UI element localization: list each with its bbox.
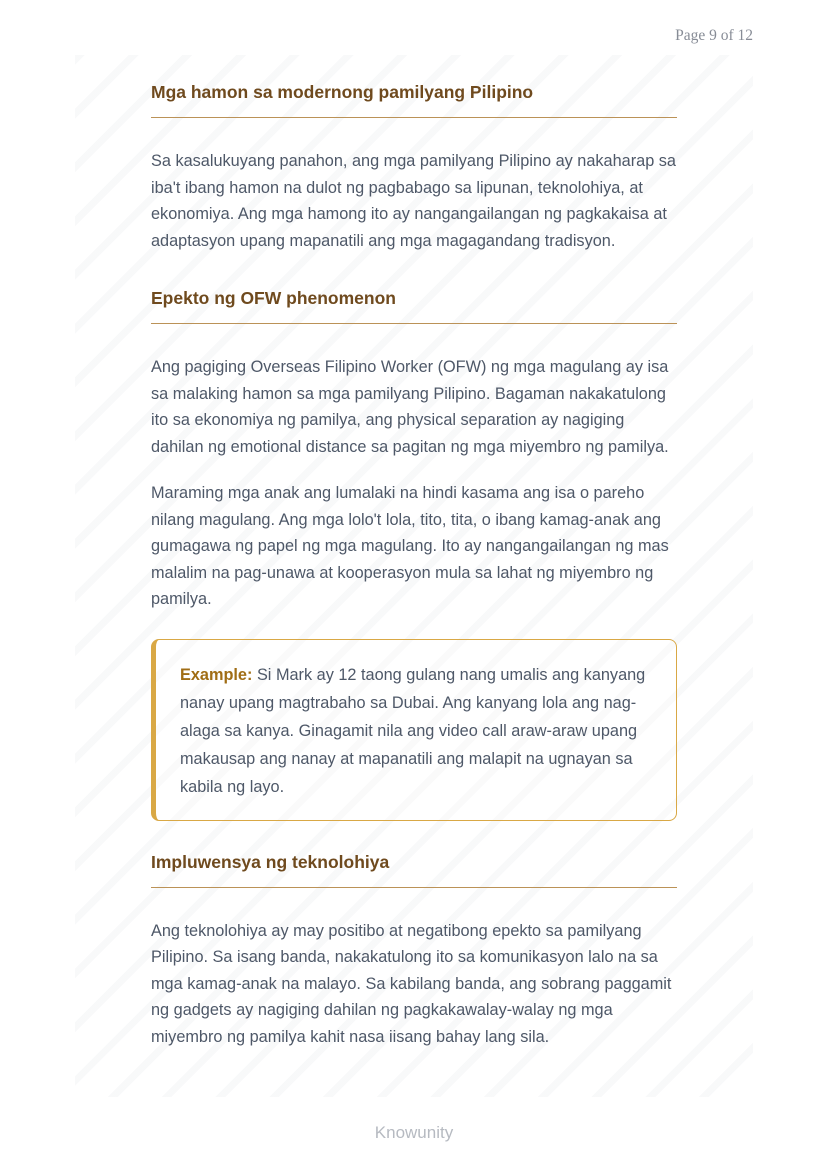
paragraph-teknolohiya: Ang teknolohiya ay may positibo at negatibong epekto sa pamilyang Pilipino. Sa isang banda, nakakatulong ito sa komunikasyon lalo na sa mga kamag-anak na malayo. Sa kabilang banda, ang sobrang paggamit ng gadgets ay nagiging dahilan ng pagkakawalay-walay ng mga miyembro ng pamilya kahit nasa iisang bahay lang sila. — [151, 921, 672, 1046]
example-label: Example: — [180, 665, 253, 684]
section-heading-teknolohiya: Impluwensya ng teknolohiya — [151, 852, 677, 888]
section-heading-challenges: Mga hamon sa modernong pamilyang Pilipino — [151, 82, 677, 118]
example-callout-box — [151, 639, 677, 821]
example-text: Si Mark ay 12 taong gulang nang umalis ang kanyang nanay upang magtrabaho sa Dubai. Ang kanyang lola ang nag-alaga sa kanya. Ginagamit nila ang video call araw-araw upang makausap ang nanay at mapanatili ang malapit na ugnayan sa kabila ng layo. — [180, 665, 646, 796]
paragraph-intro: Sa kasalukuyang panahon, ang mga pamilyang Pilipino ay nakaharap sa iba't ibang hamon na dulot ng pagbabago sa lipunan, teknolohiya, at ekonomiya. Ang mga hamong ito ay nangangailangan ng pagkakaisa at adaptasyon upang mapanatili ang mga magagandang tradisyon. — [151, 152, 676, 250]
section-heading-ofw: Epekto ng OFW phenomenon — [151, 288, 677, 324]
page-number: Page 9 of 12 — [675, 27, 753, 44]
paragraph-ofw-2: Maraming mga anak ang lumalaki na hindi kasama ang isa o pareho nilang magulang. Ang mga lolo't lola, tito, tita, o ibang kamag-anak ang gumagawa ng papel ng mga magulang. Ito ay nangangailangan ng mas malalim na pag-unawa at kooperasyon mula sa lahat ng miyembro ng pamilya. — [151, 484, 669, 608]
footer-brand: Knowunity — [374, 1123, 454, 1142]
paragraph-ofw-1: Ang pagiging Overseas Filipino Worker (OFW) ng mga magulang ay isa sa malaking hamon sa mga pamilyang Pilipino. Bagaman nakakatulong ito sa ekonomiya ng pamilya, ang physical separation ay nagiging dahilan ng emotional distance sa pagitan ng mga miyembro ng pamilya. — [151, 358, 669, 456]
document-page-card — [75, 55, 753, 1097]
